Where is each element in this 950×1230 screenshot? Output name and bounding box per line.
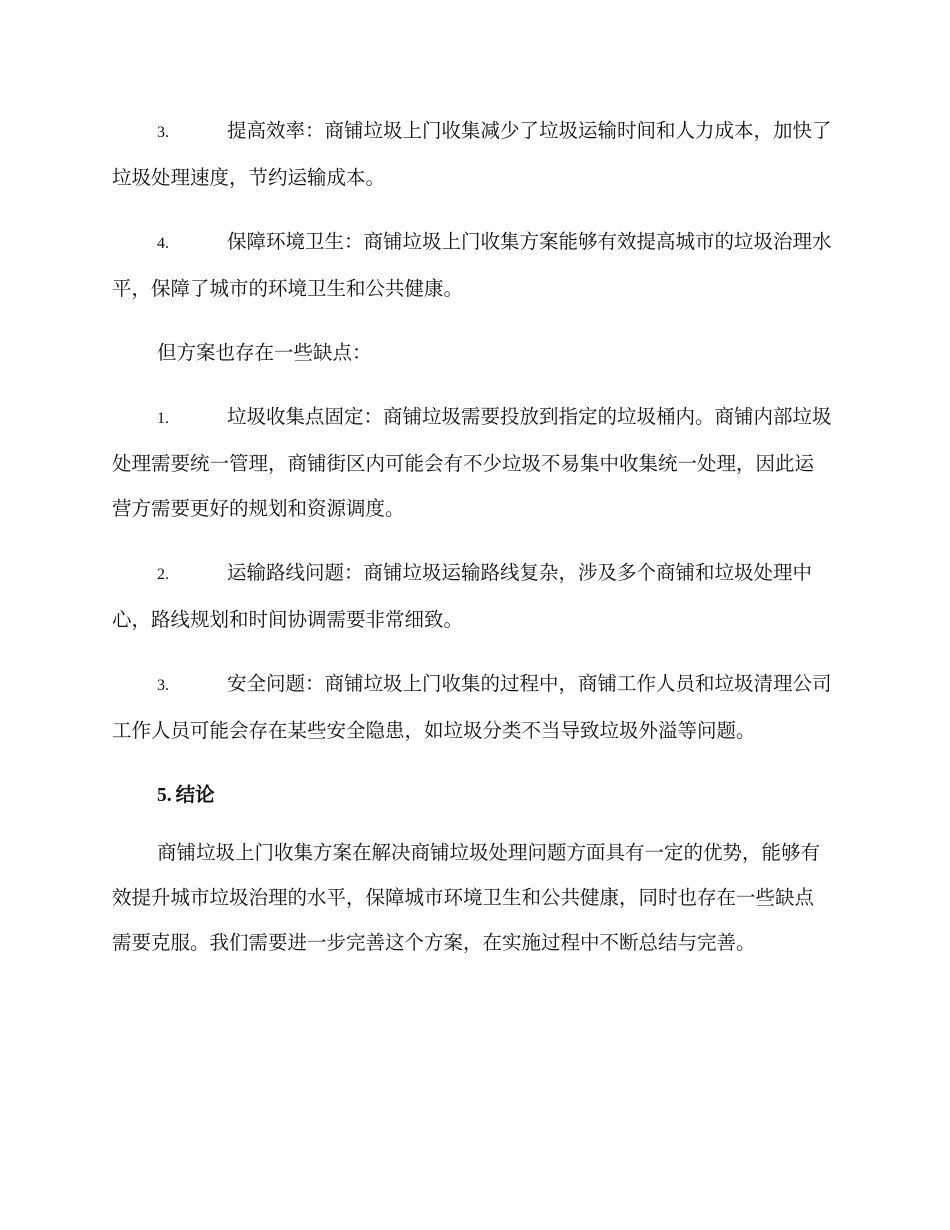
list-item-text: 垃圾收集点固定：商铺垃圾需要投放到指定的垃圾桶内。商铺内部垃圾处理需要统一管理，商铺街区内可能会有不少垃圾不易集中收集统一处理，因此运营方需要更好的规划和资源调度。 bbox=[112, 405, 832, 520]
list-number: 3. bbox=[157, 677, 169, 694]
list-number: 2. bbox=[157, 566, 169, 583]
list-item-disadvantage-2 bbox=[112, 550, 832, 642]
list-number: 3. bbox=[157, 124, 169, 141]
conclusion-paragraph: 商铺垃圾上门收集方案在解决商铺垃圾处理问题方面具有一定的优势，能够有效提升城市垃圾治理的水平，保障城市环境卫生和公共健康，同时也存在一些缺点需要克服。我们需要进一步完善这个方案，在实施过程中不断总结与完善。 bbox=[112, 841, 821, 954]
document-page bbox=[112, 108, 832, 984]
list-number: 4. bbox=[157, 235, 169, 252]
list-number: 1. bbox=[157, 410, 169, 427]
section-number: 5. bbox=[157, 785, 172, 806]
list-item-disadvantage-3 bbox=[112, 661, 832, 753]
list-item-advantage-4 bbox=[112, 219, 832, 311]
disadvantages-intro: 但方案也存在一些缺点： bbox=[157, 341, 372, 364]
section-heading-conclusion bbox=[157, 772, 832, 818]
list-item-text: 提高效率：商铺垃圾上门收集减少了垃圾运输时间和人力成本，加快了垃圾处理速度，节约运输成本。 bbox=[112, 119, 832, 189]
list-item-text: 安全问题：商铺垃圾上门收集的过程中，商铺工作人员和垃圾清理公司工作人员可能会存在某些安全隐患，如垃圾分类不当导致垃圾外溢等问题。 bbox=[112, 672, 832, 742]
list-item-advantage-3 bbox=[112, 108, 832, 200]
list-item-text: 运输路线问题：商铺垃圾运输路线复杂，涉及多个商铺和垃圾处理中心，路线规划和时间协调需要非常细致。 bbox=[112, 561, 813, 631]
list-item-disadvantage-1 bbox=[112, 394, 832, 531]
list-item-text: 保障环境卫生：商铺垃圾上门收集方案能够有效提高城市的垃圾治理水平，保障了城市的环境卫生和公共健康。 bbox=[112, 230, 832, 300]
section-title: 结论 bbox=[175, 783, 215, 806]
